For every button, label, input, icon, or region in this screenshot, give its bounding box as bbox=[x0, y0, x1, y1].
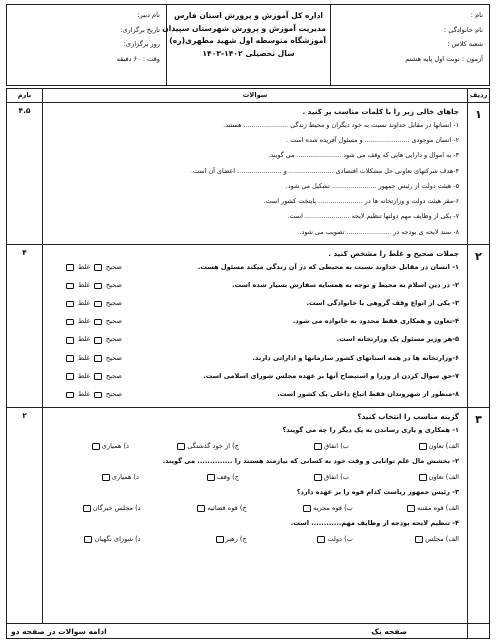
section-score: ۴.۵ bbox=[18, 106, 31, 115]
duration-label: وقت : ۶۰ دقیقه bbox=[116, 54, 160, 63]
false-checkbox[interactable] bbox=[66, 373, 74, 380]
management-title: مدیریت آموزش و پرورش شهرستان سپیدان bbox=[162, 23, 326, 33]
true-false-list bbox=[49, 264, 459, 410]
true-false-choices bbox=[65, 336, 122, 344]
true-false-row bbox=[49, 264, 459, 282]
section-number: ۲ bbox=[467, 245, 489, 407]
mc-option-label: ب) انفاق bbox=[323, 441, 349, 450]
true-false-choices bbox=[65, 355, 122, 363]
multiple-choice-list bbox=[49, 427, 459, 548]
exam-info bbox=[7, 5, 166, 85]
true-checkbox[interactable] bbox=[94, 355, 102, 362]
true-false-row bbox=[49, 336, 459, 354]
statement-text: ۲- در دین اسلام به محیط و توجه به همسایه سفارش بسیار شده است. bbox=[232, 280, 459, 289]
question-item: ۷- یکی از وظایف مهم دولتها تنظیم لایحه ...................... است. bbox=[287, 212, 459, 221]
mc-question-stem: ۱- همکاری و یاری رساندن به یک دیگر را چه می گویند؟ bbox=[282, 425, 459, 434]
mc-option[interactable] bbox=[139, 474, 239, 482]
section-title: جملات صحیح و غلط را مشخص کنید . bbox=[328, 249, 459, 258]
page-number: صفحه یک bbox=[371, 626, 407, 636]
mc-option-label: ب) انفاق bbox=[323, 472, 349, 481]
col-questions: سوالات bbox=[42, 89, 467, 102]
mc-option-label: د) مجلس خبرگان bbox=[92, 503, 141, 512]
section-score: ۲ bbox=[22, 411, 27, 420]
false-label: غلط bbox=[78, 317, 90, 326]
class-label: شعبه کلاس : bbox=[447, 40, 483, 49]
date-label: تاریخ برگزاری: bbox=[120, 25, 160, 34]
mc-option-checkbox[interactable] bbox=[84, 536, 92, 543]
true-false-row bbox=[49, 355, 459, 373]
false-checkbox[interactable] bbox=[66, 337, 74, 344]
mc-option-label: الف) مجلس bbox=[425, 534, 459, 543]
student-info bbox=[330, 5, 489, 85]
mc-option-label: ب) قوه مجریه bbox=[313, 503, 353, 512]
false-checkbox[interactable] bbox=[66, 264, 74, 271]
question-item: ۵- هیئت دولت از رئیس جمهور ...................... تشکیل می شود. bbox=[285, 181, 459, 190]
mc-option[interactable] bbox=[239, 474, 349, 482]
true-checkbox[interactable] bbox=[94, 373, 102, 380]
true-label: صحیح bbox=[105, 299, 122, 308]
question-item: ۳- به اموال و دارایی هایی که وقف می شود ...................... می گویند. bbox=[268, 151, 459, 160]
mc-option-label: ج) قوه قضائیه bbox=[207, 503, 247, 512]
mc-option-label: ج) رهبر bbox=[225, 534, 247, 543]
statement-text: ۷-حق سوال کردن از وزرا و استیضاح آنها بر عهده مجلس شورای اسلامی است. bbox=[203, 371, 459, 380]
false-checkbox[interactable] bbox=[66, 301, 74, 308]
section-multiple-choice bbox=[7, 408, 489, 624]
false-label: غلط bbox=[78, 389, 90, 398]
false-checkbox[interactable] bbox=[66, 319, 74, 326]
mc-option-checkbox[interactable] bbox=[317, 536, 325, 543]
true-checkbox[interactable] bbox=[94, 337, 102, 344]
mc-option-checkbox[interactable] bbox=[314, 443, 322, 450]
mc-options bbox=[49, 439, 459, 455]
mc-option[interactable] bbox=[129, 443, 239, 451]
true-label: صحیح bbox=[105, 280, 122, 289]
true-false-choices bbox=[65, 300, 122, 308]
mc-option-label: ب) دولت bbox=[327, 534, 353, 543]
false-label: غلط bbox=[78, 299, 90, 308]
mc-option[interactable] bbox=[349, 443, 459, 451]
false-checkbox[interactable] bbox=[66, 283, 74, 290]
mc-option-checkbox[interactable] bbox=[407, 505, 415, 512]
table-header bbox=[7, 89, 489, 103]
true-label: صحیح bbox=[105, 389, 122, 398]
statement-text: ۴-تعاون و همکاری فقط محدود به خانواده می شود. bbox=[292, 317, 459, 326]
statement-text: ۵-هر وزیر مسئول یک وزارتخانه است. bbox=[336, 335, 459, 344]
true-checkbox[interactable] bbox=[94, 264, 102, 271]
true-label: صحیح bbox=[105, 335, 122, 344]
section-number: ۳ bbox=[467, 408, 489, 623]
statement-text: ۶-وزارتخانه ها در همه استانهای کشور سازمانها و اداراتی دارند. bbox=[252, 353, 459, 362]
section-title: جاهای خالی زیر را با کلمات مناسب پر کنید . bbox=[302, 107, 459, 116]
mc-question-stem: ۴- تنظیم لایحه بودجه از وظایف مهم............ است. bbox=[290, 518, 459, 527]
mc-option-checkbox[interactable] bbox=[419, 443, 427, 450]
section-true-false bbox=[7, 245, 489, 408]
true-label: صحیح bbox=[105, 317, 122, 326]
question-item: ۱- انسانها در مقابل خداوند نسبت به خود دیگران و محیط زندگی ...................... هستند. bbox=[223, 120, 459, 129]
false-label: غلط bbox=[78, 280, 90, 289]
student-family-label: نام خانوادگی : bbox=[443, 25, 483, 34]
true-false-choices bbox=[65, 318, 122, 326]
true-checkbox[interactable] bbox=[94, 319, 102, 326]
true-false-row bbox=[49, 373, 459, 391]
school-name: آموزشگاه متوسطه اول شهید مطهری(ره) bbox=[169, 36, 326, 46]
true-false-choices bbox=[65, 391, 122, 399]
section-fill-blanks bbox=[7, 103, 489, 245]
mc-option-label: الف) قوه مقننه bbox=[417, 503, 459, 512]
question-item: ۲- انسان موجودی ...................... و مسئول آفریده شده است . bbox=[286, 135, 459, 144]
section-content bbox=[42, 103, 467, 244]
true-label: صحیح bbox=[105, 371, 122, 380]
true-label: صحیح bbox=[105, 353, 122, 362]
office-title: اداره کل آموزش و پرورش استان فارس bbox=[174, 11, 323, 20]
academic-year: سال تحصیلی ۱۴۰۲-۱۴۰۳ bbox=[202, 48, 295, 58]
mc-option[interactable] bbox=[49, 443, 129, 451]
day-label: روز برگزاری: bbox=[123, 40, 160, 49]
false-checkbox[interactable] bbox=[66, 392, 74, 399]
section-title: گزینه مناسب را انتخاب کنید؟ bbox=[357, 412, 459, 421]
footer-spacer bbox=[467, 624, 489, 638]
mc-question-stem: ۲- بخشش مال علم توانایی و وقت خود به کسانی که نیازمند هستند را .............. می گویند. bbox=[162, 456, 459, 465]
true-checkbox[interactable] bbox=[94, 283, 102, 290]
question-item: ۶-مقر هیئت دولت و وزارتخانه ها در ...................... پایتخت کشور است. bbox=[263, 197, 459, 206]
mc-option[interactable] bbox=[49, 505, 141, 513]
statement-text: ۸-منظور از شهروندان فقط اتباع داخلی یک کشور است. bbox=[277, 389, 459, 398]
mc-options bbox=[49, 532, 459, 548]
mc-question-stem: ۳- رئیس جمهور ریاست کدام قوه را بر عهده دارد؟ bbox=[296, 487, 459, 496]
section-content bbox=[42, 245, 467, 407]
true-checkbox[interactable] bbox=[94, 301, 102, 308]
false-label: غلط bbox=[78, 262, 90, 271]
mc-option-checkbox[interactable] bbox=[197, 505, 205, 512]
exam-label: آزمون : نوبت اول پایه هشتم bbox=[405, 54, 483, 63]
student-name-label: نام : bbox=[470, 11, 483, 20]
mc-option-label: د) همیاری bbox=[101, 441, 129, 450]
mc-option[interactable] bbox=[349, 474, 459, 482]
true-false-choices bbox=[65, 373, 122, 381]
mc-option[interactable] bbox=[141, 536, 247, 544]
mc-option-checkbox[interactable] bbox=[177, 443, 185, 450]
mc-option[interactable] bbox=[141, 505, 247, 513]
page-footer bbox=[7, 624, 489, 638]
mc-options bbox=[49, 501, 459, 517]
question-item: ۴-هدف شرکتهای تعاونی حل مشکلات اقتصادی ...................... و ...................... اعضای آن است. bbox=[190, 166, 459, 175]
mc-option-label: د) شورای نگهبان bbox=[94, 534, 141, 543]
mc-option-label: ج) وقف bbox=[216, 472, 239, 481]
mc-option[interactable] bbox=[49, 474, 139, 482]
true-false-row bbox=[49, 318, 459, 336]
mc-option-checkbox[interactable] bbox=[216, 536, 224, 543]
false-label: غلط bbox=[78, 371, 90, 380]
false-label: غلط bbox=[78, 335, 90, 344]
teacher-label: نام دبیر: bbox=[137, 11, 160, 20]
mc-option[interactable] bbox=[239, 443, 349, 451]
mc-option-checkbox[interactable] bbox=[207, 474, 215, 481]
mc-option-checkbox[interactable] bbox=[102, 474, 110, 481]
section-number: ۱ bbox=[467, 103, 489, 244]
question-item: ۸- سند لایحه ی بودجه در ...................... تصویب می شود. bbox=[299, 227, 459, 236]
exam-header bbox=[6, 4, 490, 86]
mc-option[interactable] bbox=[353, 536, 459, 544]
mc-option[interactable] bbox=[353, 505, 459, 513]
mc-option-checkbox[interactable] bbox=[92, 443, 100, 450]
mc-option-label: ج) از خود گذشتگی bbox=[187, 441, 239, 450]
statement-text: ۳- یکی از انواع وقف گروهی یا خانوادگی است. bbox=[306, 299, 459, 308]
true-false-choices bbox=[65, 282, 122, 290]
mc-option-checkbox[interactable] bbox=[419, 474, 427, 481]
statement-text: ۱- انسان در مقابل خداوند نسبت به محیطی که در آن زندگی میکند مسئول هست. bbox=[197, 262, 459, 271]
mc-option[interactable] bbox=[247, 505, 353, 513]
mc-option-checkbox[interactable] bbox=[314, 474, 322, 481]
true-false-choices bbox=[65, 264, 122, 272]
false-label: غلط bbox=[78, 353, 90, 362]
exam-page bbox=[6, 4, 490, 638]
school-info bbox=[162, 5, 330, 85]
true-false-row bbox=[49, 300, 459, 318]
mc-options bbox=[49, 470, 459, 486]
true-false-row bbox=[49, 391, 459, 409]
false-checkbox[interactable] bbox=[66, 355, 74, 362]
continue-note: ادامه سوالات در صفحه دو bbox=[11, 626, 107, 636]
questions-table bbox=[6, 88, 490, 639]
mc-option[interactable] bbox=[49, 536, 141, 544]
mc-option-checkbox[interactable] bbox=[303, 505, 311, 512]
true-label: صحیح bbox=[105, 262, 122, 271]
mc-option-checkbox[interactable] bbox=[415, 536, 423, 543]
section-score: ۴ bbox=[22, 248, 27, 257]
mc-option-label: الف) تعاون bbox=[428, 472, 459, 481]
mc-option-label: د) همیاری bbox=[111, 472, 139, 481]
mc-option[interactable] bbox=[247, 536, 353, 544]
mc-option-label: الف) تعاون bbox=[428, 441, 459, 450]
mc-option-checkbox[interactable] bbox=[83, 505, 91, 512]
true-checkbox[interactable] bbox=[94, 392, 102, 399]
true-false-row bbox=[49, 282, 459, 300]
col-score: بارم bbox=[17, 90, 32, 99]
col-row-number: ردیف bbox=[467, 89, 489, 102]
section-content bbox=[42, 408, 467, 623]
